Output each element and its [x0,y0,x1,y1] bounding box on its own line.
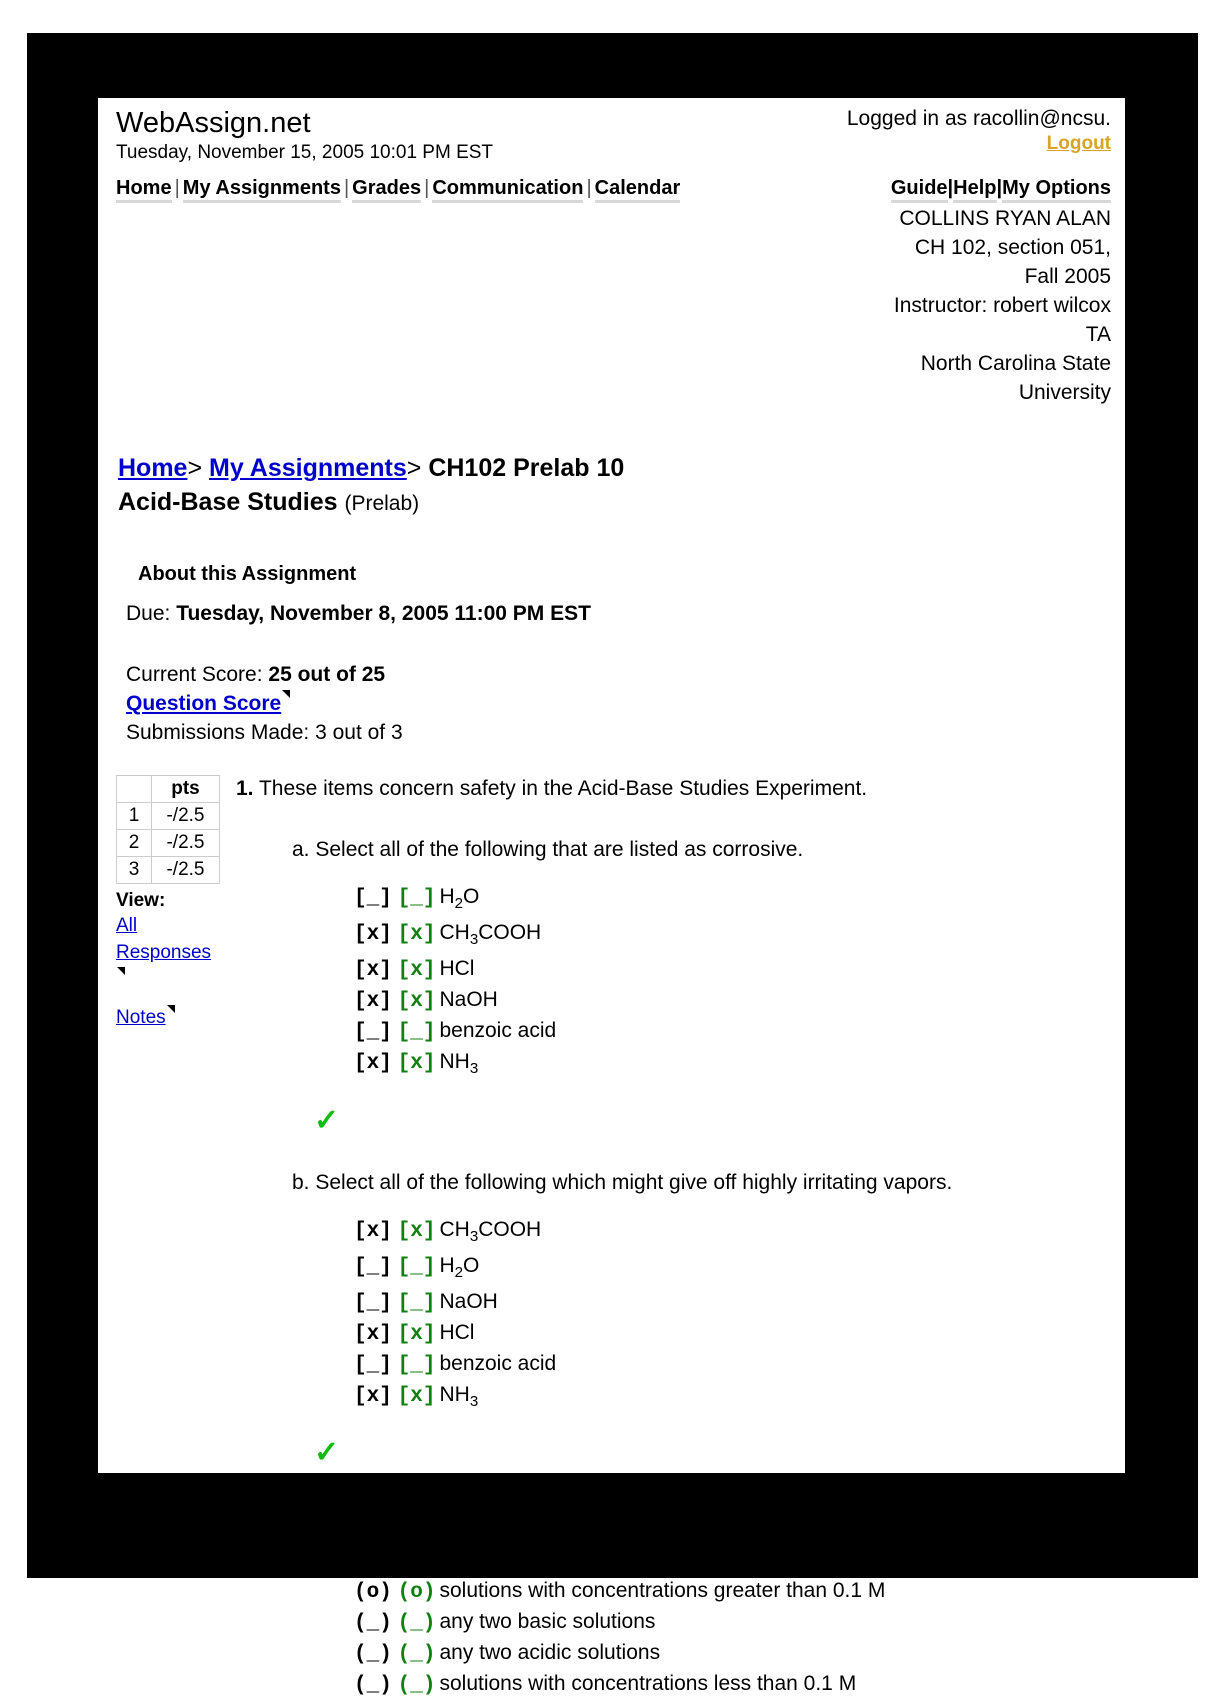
choice-label: solutions with concentrations greater than 0.1 M [439,1579,886,1603]
notes-row [116,1004,228,1031]
list-item[interactable] [354,1607,1113,1638]
choice-label: NaOH [439,988,498,1012]
nav-separator: | [586,177,592,199]
student-answer-marker[interactable]: [x] [354,1322,392,1346]
nav-item-home[interactable]: Home [116,177,172,203]
breadcrumb-line1 [118,451,778,485]
about-assignment-heading: About this Assignment [138,563,357,585]
correct-answer-marker: (_) [397,1674,436,1698]
nav-separator: | [947,177,954,199]
student-answer-marker[interactable]: [x] [354,1052,392,1076]
part-a-correct-checkmark-icon: ✓ [314,1103,340,1137]
part-a-choices [236,882,1113,1084]
list-item[interactable] [354,1251,1113,1287]
table-row [117,857,220,884]
student-answer-marker[interactable]: [_] [354,1255,392,1279]
tooltip-marker-icon [117,967,125,975]
pts-row-value: -/2.5 [152,857,220,884]
student-answer-marker[interactable]: (_) [354,1612,392,1636]
part-c-text-post: mix together? [336,1532,470,1556]
current-score-row [126,660,1113,689]
correct-answer-marker: [x] [397,1052,436,1076]
correct-answer-marker: (_) [397,1643,436,1667]
logout-link[interactable]: Logout [1046,133,1111,154]
course-section: CH 102, section 051, [914,236,1111,259]
correct-answer-marker: (_) [397,1612,436,1636]
choice-label: benzoic acid [439,1019,557,1043]
course-instructor: Instructor: robert wilcox [893,294,1111,317]
list-item[interactable] [354,1576,1113,1607]
part-c-choices [236,1576,1113,1700]
nav-separator: | [343,177,350,199]
student-answer-marker[interactable]: [x] [354,959,392,983]
breadcrumb [110,451,778,521]
list-item[interactable] [354,1380,1113,1416]
choice-label: $NH_3$ [439,1382,479,1411]
nav-separator: | [424,177,430,199]
utility-nav [891,177,1113,200]
list-item[interactable] [354,985,1113,1016]
correct-answer-marker: [_] [397,887,436,910]
nav-separator: | [996,177,1003,199]
student-answer-marker[interactable]: [x] [354,923,392,947]
list-item[interactable] [354,1349,1113,1380]
current-score-value: 25 out of 25 [268,663,386,686]
part-b-correct-checkmark-icon: ✓ [314,1436,340,1470]
list-item[interactable] [354,1318,1113,1349]
breadcrumb-my-assignments[interactable]: My Assignments [209,454,407,482]
part-b-letter: b. [292,1170,310,1194]
student-answer-marker[interactable]: [x] [354,1219,392,1243]
site-brand: WebAssign.net [116,107,311,139]
choice-label: solutions with concentrations less than 0.1 M [439,1672,857,1696]
student-answer-marker[interactable]: (_) [354,1643,392,1667]
pts-col-blank [117,776,152,803]
student-answer-marker[interactable]: [_] [354,1291,392,1315]
part-b-text: Select all of the following which might give off highly irritating vapors. [315,1170,953,1194]
nav-item-calendar[interactable]: Calendar [595,177,681,203]
nav-item-help[interactable]: Help [953,177,996,203]
table-row [117,830,220,857]
table-header-row [117,776,220,803]
course-student-name: COLLINS RYAN ALAN [899,207,1111,230]
question-number: 1. [236,777,254,800]
breadcrumb-assignment-name: CH102 Prelab 10 [428,454,625,482]
question-sidebar [110,775,228,1700]
list-item[interactable] [354,1047,1113,1083]
view-all-link[interactable]: All [116,915,138,936]
part-b-prompt [236,1168,1113,1197]
question-score-row [126,689,1113,718]
breadcrumb-separator: > [406,454,422,482]
nav-item-guide[interactable]: Guide [891,177,948,203]
nav-item-my-options[interactable]: My Options [1002,177,1111,203]
student-answer-marker[interactable]: [_] [354,1353,392,1377]
part-c-text-emphasis: NOT [292,1532,337,1556]
pts-row-number: 2 [117,830,152,857]
header-right [847,106,1113,156]
course-role: TA [1085,323,1111,346]
choice-label: any two basic solutions [439,1610,656,1634]
correct-answer-marker: [_] [397,1021,436,1045]
navigation-row [110,177,1113,200]
choice-label: $NH_3$ [439,1050,479,1078]
correct-answer-marker: (o) [397,1581,436,1605]
submissions-made: Submissions Made: 3 out of 3 [126,721,403,744]
choice-label: $H_2O$ [439,1253,480,1281]
list-item[interactable] [354,918,1113,954]
assignment-title: Acid-Base Studies [118,488,338,516]
due-label: Due: [126,602,171,625]
nav-item-my-assignments[interactable]: My Assignments [183,177,341,203]
due-value: Tuesday, November 8, 2005 11:00 PM EST [176,602,591,625]
list-item[interactable] [354,1016,1113,1047]
page-header [110,106,1113,165]
course-institution-line1: North Carolina State [920,352,1111,375]
breadcrumb-home[interactable]: Home [118,454,188,482]
correct-answer-marker: [x] [397,1219,436,1243]
score-block [110,660,1113,747]
part-c-text-pre: Because acid-base reactions are highly exothermic, which of the following should you [314,1503,1108,1527]
current-score-label: Current Score: [126,663,263,686]
student-answer-marker[interactable]: [x] [354,1384,392,1408]
correct-answer-marker: [_] [397,1353,436,1377]
choice-label: NaOH [439,1289,498,1313]
table-row [117,803,220,830]
view-responses-link[interactable]: Responses [116,942,212,963]
question-stem [236,775,1113,803]
correct-answer-marker: [_] [397,1291,436,1315]
header-left [110,106,493,165]
nav-item-grades[interactable]: Grades [352,177,421,203]
student-answer-marker[interactable]: (_) [354,1674,392,1698]
part-b-choices [236,1215,1113,1417]
list-item[interactable] [354,954,1113,985]
webassign-page [98,98,1125,1698]
correct-answer-marker: [_] [397,1255,436,1279]
pts-row-number: 3 [117,857,152,884]
list-item[interactable] [354,1215,1113,1251]
correct-answer-marker: [x] [397,1322,436,1346]
pts-row-number: 1 [117,803,152,830]
pts-col-header: pts [152,776,220,803]
assignment-subtitle: (Prelab) [344,492,420,515]
pts-row-value: -/2.5 [152,830,220,857]
logged-in-as: Logged in as racollin@ncsu. [846,107,1111,130]
breadcrumb-line2 [118,485,778,521]
part-a-letter: a. [292,838,310,861]
course-info-block [110,204,1113,407]
choice-label: benzoic acid [439,1351,557,1375]
choice-label: $CH_3COOH$ [439,921,542,949]
list-item[interactable] [354,1669,1113,1700]
correct-answer-marker: [x] [397,1384,436,1408]
part-c-prompt [236,1500,1113,1558]
choice-label: $H_2O$ [439,885,480,913]
question-content [228,775,1113,1700]
choice-label: HCl [439,957,475,981]
points-table [116,775,220,884]
question-score-link[interactable]: Question Score [126,692,282,715]
question-block [110,775,1113,1700]
correct-answer-marker: [x] [397,990,436,1014]
part-a-prompt [236,835,1113,864]
due-date-row [110,602,1113,626]
choice-label: $CH_3COOH$ [439,1217,542,1245]
choice-label: any two acidic solutions [439,1641,661,1665]
correct-answer-marker: [x] [397,923,436,947]
pts-row-value: -/2.5 [152,803,220,830]
choice-label: HCl [439,1320,475,1344]
part-a-text: Select all of the following that are listed as corrosive. [315,838,804,861]
student-answer-marker[interactable]: [_] [354,1021,392,1045]
part-c-letter: c. [292,1503,309,1527]
current-datetime: Tuesday, November 15, 2005 10:01 PM EST [116,142,494,163]
course-term: Fall 2005 [1024,265,1111,288]
notes-link[interactable]: Notes [116,1007,166,1028]
view-label: View: [116,890,166,911]
student-answer-marker[interactable]: [x] [354,990,392,1014]
correct-answer-marker: [x] [397,959,436,983]
sidebar-spacer [116,970,228,1004]
question-stem-text: These items concern safety in the Acid-Base Studies Experiment. [258,777,868,800]
student-answer-marker[interactable]: (o) [354,1581,392,1605]
nav-separator: | [174,177,180,199]
list-item[interactable] [354,1287,1113,1318]
tooltip-marker-icon [282,690,290,698]
list-item[interactable] [354,1638,1113,1669]
student-answer-marker[interactable]: [_] [354,887,392,910]
nav-item-communication[interactable]: Communication [432,177,583,203]
course-institution-line2: University [1018,381,1111,404]
tooltip-marker-icon [167,1005,175,1013]
list-item[interactable] [354,882,1113,918]
main-nav [110,177,680,200]
breadcrumb-separator: > [187,454,203,482]
